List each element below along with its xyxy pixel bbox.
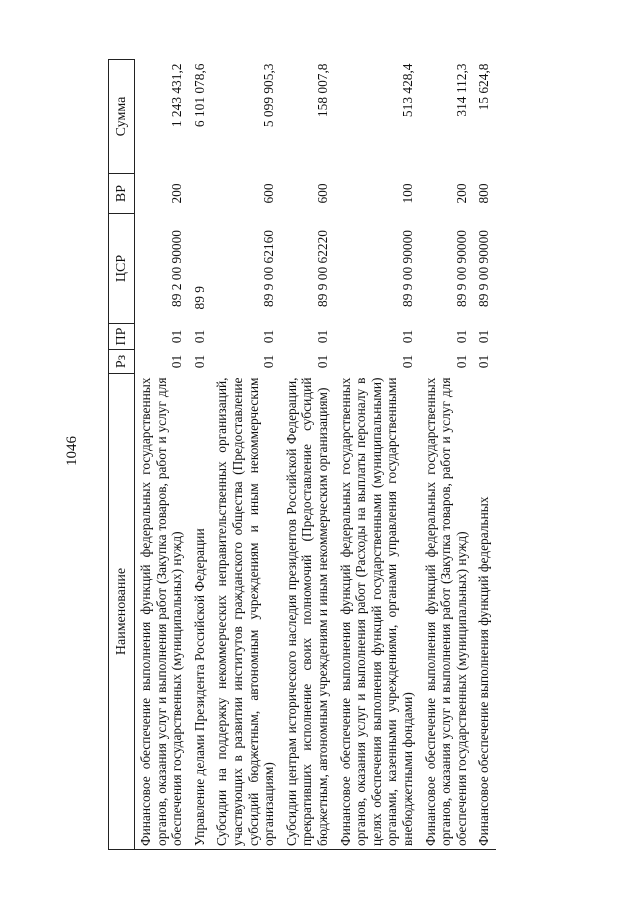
- row-sum: 158 007,8: [314, 63, 330, 118]
- row-vr: [189, 174, 212, 214]
- row-vr: 600: [314, 183, 330, 204]
- row-pr: 01: [261, 329, 277, 344]
- row-rz: 01: [169, 354, 185, 369]
- row-csr: 89 9: [191, 286, 207, 310]
- row-name: Финансовое обеспечение выполнения функций федеральных государственных органов, оказания услуг и выполнения работ (Закупка товаров, работ и услуг для обеспечения государственных (муниципальных) нужд): [420, 374, 474, 850]
- row-vr: 800: [476, 183, 492, 204]
- table-row: [211, 60, 280, 850]
- row-name: Финансовое обеспечение выполнения функций федеральных государственных органов, оказания услуг и выполнения работ (Закупка товаров, работ и услуг для обеспечения государственных (муниципальных) нужд): [135, 374, 189, 850]
- row-csr: 89 9 00 62160: [261, 230, 277, 307]
- row-sum: 314 112,3: [453, 63, 469, 117]
- row-pr: 01: [476, 329, 492, 344]
- header-rz: Рз: [109, 350, 135, 374]
- header-pr: ПР: [109, 324, 135, 350]
- row-rz: 01: [476, 354, 492, 369]
- header-name: Наименование: [109, 374, 135, 850]
- budget-table-container: [108, 60, 608, 850]
- row-name: Финансовое обеспечение выполнения функций федеральных: [473, 374, 496, 850]
- header-vr: ВР: [109, 174, 135, 214]
- row-rz: 01: [453, 354, 469, 369]
- row-sum: 5 099 905,3: [261, 63, 277, 128]
- budget-table: [108, 59, 496, 850]
- header-csr: ЦСР: [109, 214, 135, 324]
- row-vr: 200: [453, 183, 469, 204]
- row-vr: 200: [169, 183, 185, 204]
- row-pr: 01: [314, 329, 330, 344]
- header-sum: Сумма: [109, 60, 135, 174]
- page-number: 1046: [64, 436, 80, 466]
- table-row: [281, 60, 335, 850]
- row-csr: 89 2 00 90000: [169, 230, 185, 307]
- table-row: [189, 60, 212, 850]
- row-name: Финансовое обеспечение выполнения функций федеральных государственных органов, оказания услуг и выполнения работ (Расходы на выплаты персоналу в целях обеспечения выполнения функций государственными (муниципальными) органами, казенными учреждениями, органами управления государственными внебюджетными фондами): [335, 374, 420, 850]
- row-rz: 01: [314, 354, 330, 369]
- row-vr: 100: [399, 183, 415, 204]
- row-pr: 01: [453, 329, 469, 344]
- table-header-row: [109, 60, 135, 850]
- table-row: [335, 60, 420, 850]
- row-csr: 89 9 00 62220: [314, 230, 330, 307]
- row-name: Управление делами Президента Российской Федерации: [189, 374, 212, 850]
- row-rz: 01: [191, 354, 207, 369]
- row-pr: 01: [169, 329, 185, 344]
- row-sum: 6 101 078,6: [191, 63, 207, 128]
- table-row: [473, 60, 496, 850]
- row-vr: 600: [261, 183, 277, 204]
- row-pr: 01: [399, 329, 415, 344]
- row-sum: 15 624,8: [476, 63, 492, 111]
- row-csr: 89 9 00 90000: [453, 230, 469, 307]
- table-row: [135, 60, 189, 850]
- row-rz: 01: [399, 354, 415, 369]
- table-row: [420, 60, 474, 850]
- row-pr: 01: [191, 329, 207, 344]
- row-csr: 89 9 00 90000: [399, 230, 415, 307]
- row-rz: 01: [261, 354, 277, 369]
- row-csr: 89 9 00 90000: [476, 230, 492, 307]
- row-sum: 1 243 431,2: [169, 63, 185, 128]
- row-name: Субсидии центрам исторического наследия президентов Российской Федерации, прекративших исполнение своих полномочий (Предоставление субсидий бюджетным, автономным учреждениям и иным некоммерческим организациям): [281, 374, 335, 850]
- row-name: Субсидии на поддержку некоммерческих неправительственных организаций, участвующих в развитии институтов гражданского общества (Предоставление субсидий бюджетным, автономным учреждениям и иным некоммерческим организациям): [211, 374, 280, 850]
- row-sum: 513 428,4: [399, 63, 415, 118]
